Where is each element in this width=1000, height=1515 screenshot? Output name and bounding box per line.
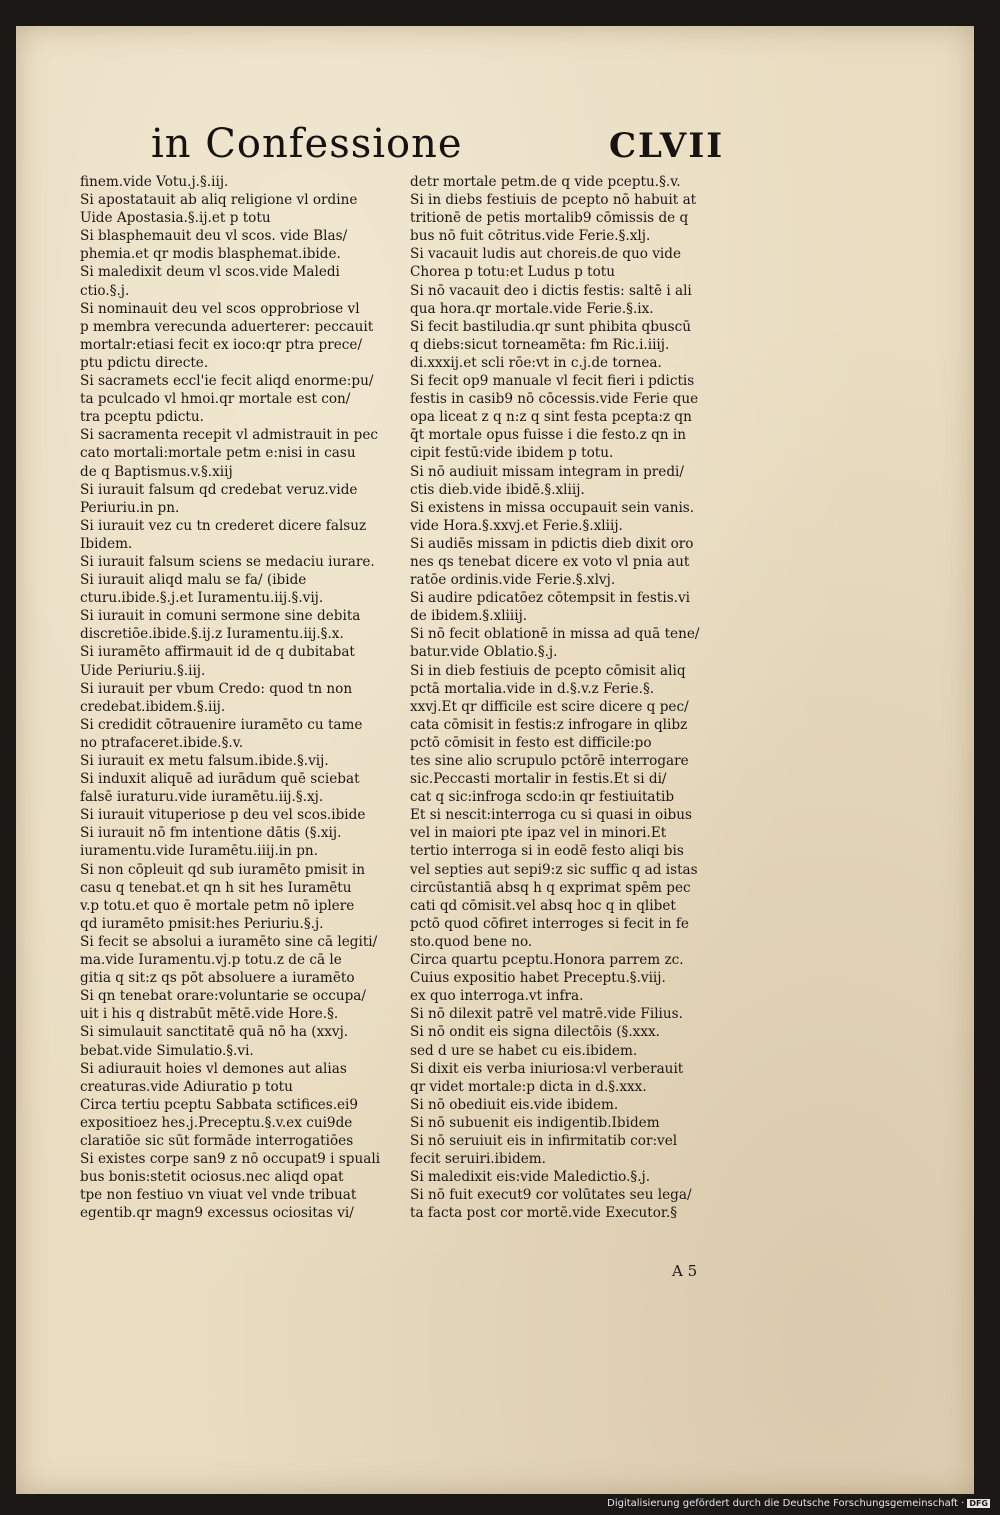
- text-line: bebat.vide Simulatio.§.vi.: [80, 1042, 254, 1059]
- text-line: batur.vide Oblatio.§.j.: [410, 644, 558, 661]
- text-line: Si in dieb festiuis de pcepto cōmisit aliq: [410, 662, 686, 679]
- text-line: tritionē de petis mortalib9 cōmissis de q: [410, 210, 689, 227]
- text-line: Si maledixit eis:vide Maledictio.§.j.: [410, 1169, 651, 1186]
- footer-credit: [607, 1498, 990, 1509]
- text-line: pctō cōmisit in festo est difficile:po: [410, 734, 652, 751]
- text-line: no ptrafaceret.ibide.§.v.: [80, 734, 244, 751]
- text-line: discretiōe.ibide.§.ij.z Iuramentu.iij.§.x.: [80, 626, 344, 643]
- footer-text: Digitalisierung gefördert durch die Deutsche Forschungsgemeinschaft ·: [607, 1498, 965, 1509]
- text-line: Si credidit cōtrauenire iuramēto cu tame: [80, 716, 363, 733]
- text-line: cati qd cōmisit.vel absq hoc q in qlibet: [410, 897, 676, 914]
- text-line: cata cōmisit in festis:z infrogare in qlibz: [410, 716, 688, 733]
- text-line: Si sacramets eccl'ie fecit aliqd enorme:pu/: [80, 373, 374, 390]
- text-line: tra pceptu pdictu.: [80, 409, 204, 426]
- text-line: di.xxxij.et scli rōe:vt in c.j.de tornea.: [410, 354, 662, 371]
- text-line: qua hora.qr mortale.vide Ferie.§.ix.: [410, 300, 654, 317]
- text-line: Si iurauit vez cu tn crederet dicere falsuz: [80, 517, 367, 534]
- text-line: q̄t mortale opus fuisse i die festo.z qn in: [410, 427, 686, 444]
- text-line: Si existes corpe san9 z nō occupat9 i spuali: [80, 1151, 381, 1168]
- text-line: cipit festū:vide ibidem p totu.: [410, 445, 614, 462]
- text-line: Uide Apostasia.§.ij.et p totu: [80, 210, 271, 227]
- text-line: Si iurauit per vbum Credo: quod tn non: [80, 680, 353, 697]
- dfg-logo: DFG: [969, 1499, 988, 1508]
- text-line: fecit seruiri.ibidem.: [410, 1151, 546, 1168]
- text-line: ex quo interroga.vt infra.: [410, 988, 584, 1005]
- running-title: in Confessione: [151, 121, 463, 167]
- text-line: Si induxit aliquē ad iurādum quē sciebat: [80, 771, 360, 788]
- text-line: Si nō vacauit deo i dictis festis: saltē i ali: [410, 282, 692, 299]
- text-line: ta pculcado vl hmoi.qr mortale est con/: [80, 391, 351, 408]
- text-line: bus nō fuit cōtritus.vide Ferie.§.xlj.: [410, 228, 651, 245]
- signature-mark: A 5: [672, 1262, 698, 1280]
- right-text-column: [410, 173, 740, 1222]
- text-line: sic.Peccasti mortalir in festis.Et si di/: [410, 771, 667, 788]
- text-line: festis in casib9 nō cōcessis.vide Ferie que: [410, 391, 699, 408]
- text-line: Si iurauit falsum qd credebat veruz.vide: [80, 481, 358, 498]
- text-line: Si nō seruiuit eis in infirmitatib cor:vel: [410, 1132, 678, 1149]
- text-line: Si audire pdicatōez cōtempsit in festis.vi: [410, 590, 691, 607]
- text-line: bus bonis:stetit ociosus.nec aliqd opat: [80, 1169, 344, 1186]
- text-line: Si audiēs missam in pdictis dieb dixit oro: [410, 535, 694, 552]
- text-line: vel septies aut sepi9:z sic suffic q ad istas: [410, 861, 698, 878]
- text-line: Si vacauit ludis aut choreis.de quo vide: [410, 246, 682, 263]
- text-line: cato mortali:mortale petm e:nisi in casu: [80, 445, 356, 462]
- text-line: Si maledixit deum vl scos.vide Maledi: [80, 264, 340, 281]
- text-line: circūstantiā absq h q exprimat spēm pec: [410, 879, 691, 896]
- text-line: xxvj.Et qr difficile est scire dicere q pec/: [410, 698, 689, 715]
- text-line: Si in diebs festiuis de pcepto nō habuit at: [410, 192, 697, 209]
- text-line: Si dixit eis verba iniuriosa:vl verberauit: [410, 1060, 684, 1077]
- text-line: ctio.§.j.: [80, 282, 130, 299]
- text-line: Si sacramenta recepit vl admistrauit in pec: [80, 427, 378, 444]
- text-line: Si nō fuit execut9 cor volūtates seu lega/: [410, 1187, 692, 1204]
- text-line: Periuriu.in pn.: [80, 499, 180, 516]
- text-line: credebat.ibidem.§.iij.: [80, 698, 226, 715]
- left-text-column: [80, 173, 400, 1222]
- text-line: Si iurauit aliqd malu se fa/ (ibide: [80, 572, 307, 589]
- text-line: Si nominauit deu vel scos opprobriose vl: [80, 300, 360, 317]
- text-line: phemia.et qr modis blasphemat.ibide.: [80, 246, 341, 263]
- text-line: tes sine alio scrupulo pctōrē interrogare: [410, 753, 689, 769]
- text-line: ratōe ordinis.vide Ferie.§.xlvj.: [410, 572, 616, 589]
- text-line: ctis dieb.vide ibidē.§.xliij.: [410, 481, 585, 498]
- text-line: Si adiurauit hoies vl demones aut alias: [80, 1060, 347, 1077]
- text-line: nes qs tenebat dicere ex voto vl pnia aut: [410, 553, 690, 570]
- text-line: Si qn tenebat orare:voluntarie se occupa/: [80, 988, 366, 1005]
- text-line: opa liceat z q n:z q sint festa pcepta:z qn: [410, 409, 692, 426]
- text-line: tertio interroga si in eodē festo aliqi bis: [410, 843, 684, 860]
- text-line: expositioez hes.j.Preceptu.§.v.ex cui9de: [80, 1114, 353, 1131]
- text-line: Circa tertiu pceptu Sabbata sctifices.ei9: [80, 1096, 359, 1113]
- text-line: Si iurauit ex metu falsum.ibide.§.vij.: [80, 753, 329, 769]
- text-line: mortalr:etiasi fecit ex ioco:qr ptra prece/: [80, 336, 363, 353]
- text-line: falsē iuraturu.vide iuramētu.iij.§.xj.: [80, 789, 324, 806]
- text-line: Si iuramēto affirmauit id de q dubitabat: [80, 644, 355, 661]
- text-line: iuramentu.vide Iuramētu.iiij.in pn.: [80, 843, 319, 860]
- text-line: vel in maiori pte ipaz vel in minori.Et: [410, 825, 667, 842]
- text-line: Si iurauit in comuni sermone sine debita: [80, 608, 361, 625]
- text-line: Si nō ondit eis signa dilectōis (§.xxx.: [410, 1024, 660, 1041]
- text-line: Si fecit op9 manuale vl fecit fieri i pdictis: [410, 373, 695, 390]
- text-line: Ibidem.: [80, 535, 133, 552]
- text-line: Si blasphemauit deu vl scos. vide Blas/: [80, 228, 348, 245]
- text-line: cat q sic:infroga scdo:in qr festiuitatib: [410, 789, 675, 806]
- text-line: creaturas.vide Adiuratio p totu: [80, 1078, 293, 1095]
- text-line: Si nō obediuit eis.vide ibidem.: [410, 1096, 619, 1113]
- text-line: Si non cōpleuit qd sub iuramēto pmisit in: [80, 861, 366, 878]
- text-line: tpe non festiuo vn viuat vel vnde tribuat: [80, 1187, 357, 1204]
- text-line: Si fecit se absolui a iuramēto sine cā legiti/: [80, 933, 378, 950]
- text-line: Si nō dilexit patrē vel matrē.vide Filius.: [410, 1006, 683, 1023]
- text-line: ma.vide Iuramentu.vj.p totu.z de cā le: [80, 952, 342, 969]
- text-line: Si nō fecit oblationē in missa ad quā tene/: [410, 626, 700, 643]
- text-line: egentib.qr magn9 excessus ociositas vi/: [80, 1205, 354, 1222]
- text-line: Si apostatauit ab aliq religione vl ordine: [80, 192, 358, 209]
- folio-number: CLVII: [609, 126, 725, 166]
- text-line: Si nō audiuit missam integram in predi/: [410, 463, 684, 480]
- text-line: q diebs:sicut torneamēta: fm Ric.i.iiij.: [410, 336, 670, 353]
- text-line: Si existens in missa occupauit sein vanis.: [410, 499, 695, 516]
- text-line: Si iurauit falsum sciens se medaciu iurare.: [80, 553, 375, 570]
- text-line: Uide Periuriu.§.iij.: [80, 662, 206, 679]
- text-line: Cuius expositio habet Preceptu.§.viij.: [410, 970, 666, 987]
- text-line: Si nō subuenit eis indigentib.Ibidem: [410, 1114, 660, 1131]
- text-line: vide Hora.§.xxvj.et Ferie.§.xliij.: [410, 517, 623, 534]
- text-line: Si iurauit nō fm intentione dātis (§.xij.: [80, 825, 342, 842]
- text-line: casu q tenebat.et qn h sit hes Iuramētu: [80, 879, 352, 896]
- text-line: claratiōe sic sūt formāde interrogatiōes: [80, 1132, 354, 1149]
- text-line: ptu pdictu directe.: [80, 354, 209, 371]
- text-line: finem.vide Votu.j.§.iij.: [80, 174, 229, 190]
- text-line: ta facta post cor mortē.vide Executor.§: [410, 1205, 678, 1222]
- text-line: detr mortale petm.de q vide pceptu.§.v.: [410, 174, 681, 190]
- text-line: gitia q sit:z qs pōt absoluere a iuramēto: [80, 970, 355, 987]
- text-line: sto.quod bene no.: [410, 933, 533, 950]
- text-line: de q Baptismus.v.§.xiij: [80, 463, 233, 480]
- text-line: p membra verecunda aduerterer: peccauit: [80, 318, 374, 335]
- text-line: Si fecit bastiludia.qr sunt phibita qbuscū: [410, 318, 692, 335]
- text-line: v.p totu.et quo ē mortale petm nō iplere: [80, 897, 355, 914]
- text-line: cturu.ibide.§.j.et Iuramentu.iij.§.vij.: [80, 590, 324, 607]
- text-line: Si iurauit vituperiose p deu vel scos.ibide: [80, 807, 366, 824]
- text-line: qd iuramēto pmisit:hes Periuriu.§.j.: [80, 915, 324, 932]
- text-line: Circa quartu pceptu.Honora parrem zc.: [410, 952, 684, 969]
- text-line: qr videt mortale:p dicta in d.§.xxx.: [410, 1078, 647, 1095]
- text-line: Et si nescit:interroga cu si quasi in oibus: [410, 807, 692, 824]
- text-line: pctō quod cōfiret interroges si fecit in fe: [410, 915, 689, 932]
- text-line: sed d ure se habet cu eis.ibidem.: [410, 1042, 638, 1059]
- text-line: Si simulauit sanctitatē quā nō ha (xxvj.: [80, 1024, 349, 1041]
- text-line: de ibidem.§.xliiij.: [410, 608, 528, 625]
- text-line: Chorea p totu:et Ludus p totu: [410, 264, 616, 281]
- text-line: uit i his q distrabūt mētē.vide Hore.§.: [80, 1006, 339, 1023]
- text-line: pctā mortalia.vide in d.§.v.z Ferie.§.: [410, 680, 655, 697]
